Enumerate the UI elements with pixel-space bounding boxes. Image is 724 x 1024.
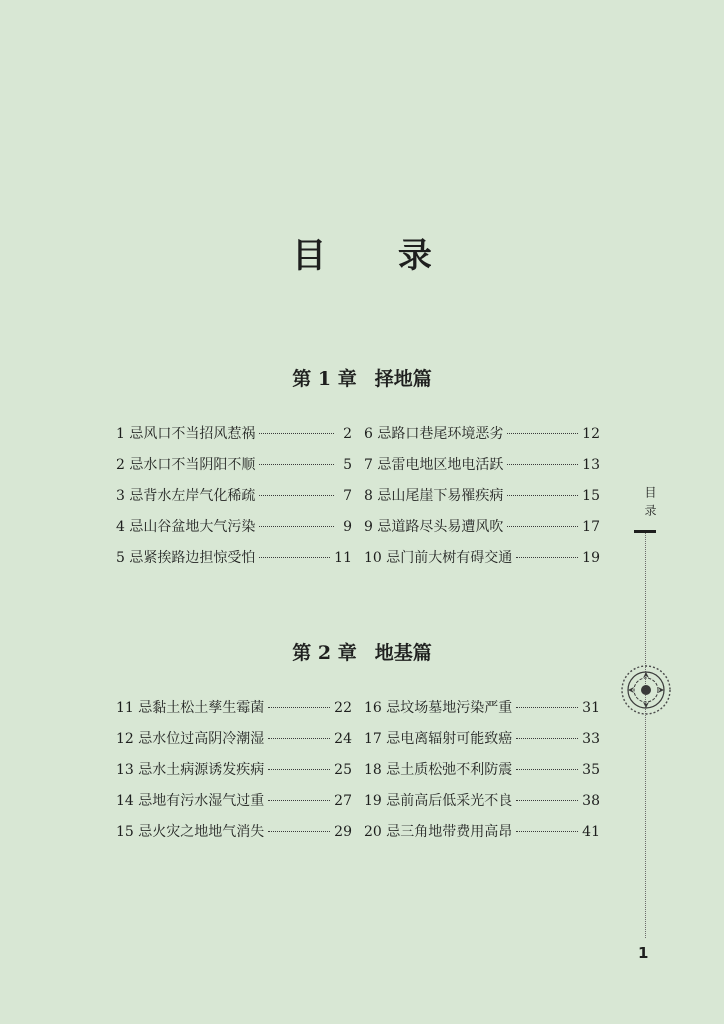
dot-leader: [516, 769, 578, 770]
dot-leader: [516, 707, 578, 708]
dot-leader: [516, 557, 578, 558]
toc-entry-text: 3 忌背水左岸气化稀疏: [116, 488, 256, 504]
toc-entry-text: 16 忌坟场墓地污染严重: [364, 700, 513, 716]
dot-leader: [259, 557, 330, 558]
toc-entry-text: 9 忌道路尽头易遭风吹: [364, 519, 504, 535]
toc-entry-text: 17 忌电离辐射可能致癌: [364, 731, 513, 747]
toc-page-number: 15: [582, 488, 600, 504]
toc-entry-text: 6 忌路口巷尾环境恶劣: [364, 426, 504, 442]
toc-page-number: 29: [334, 824, 352, 840]
chapter-1-number: 第 1 章: [292, 368, 357, 390]
toc-entry[interactable]: [364, 697, 600, 728]
toc-entry[interactable]: [116, 485, 352, 516]
toc-entry-text: 20 忌三角地带费用高昂: [364, 824, 513, 840]
toc-entry[interactable]: [116, 697, 352, 728]
toc-entry-text: 19 忌前高后低采光不良: [364, 793, 513, 809]
toc-entry[interactable]: [364, 821, 600, 852]
toc-entry[interactable]: [116, 728, 352, 759]
toc-page-number: 11: [334, 550, 352, 566]
chapter-1-heading: [0, 364, 724, 391]
chapter-1-title: 择地篇: [374, 368, 432, 390]
chapter-2-title: 地基篇: [374, 642, 432, 664]
toc-page-number: 9: [343, 519, 352, 535]
dot-leader: [507, 495, 578, 496]
page-title: 目 录: [292, 236, 462, 276]
toc-entry[interactable]: [364, 790, 600, 821]
dot-leader: [516, 738, 578, 739]
toc-entry-text: 15 忌火灾之地地气消失: [116, 824, 265, 840]
toc-entry-text: 11 忌黏土松土孳生霉菌: [116, 700, 265, 716]
toc-entry-text: 10 忌门前大树有碍交通: [364, 550, 513, 566]
toc-page-number: 5: [343, 457, 352, 473]
dot-leader: [516, 800, 578, 801]
toc-page-number: 33: [582, 731, 600, 747]
dot-leader: [268, 738, 330, 739]
dot-leader: [259, 526, 334, 527]
toc-entry[interactable]: [364, 454, 600, 485]
chapter-1-toc: [116, 423, 600, 578]
toc-page-number: 31: [582, 700, 600, 716]
toc-page-number: 12: [582, 426, 600, 442]
toc-entry[interactable]: [116, 790, 352, 821]
dot-leader: [259, 464, 334, 465]
toc-entry-text: 4 忌山谷盆地大气污染: [116, 519, 256, 535]
toc-page-number: 19: [582, 550, 600, 566]
toc-page-number: 38: [582, 793, 600, 809]
toc-entry-text: 5 忌紧挨路边担惊受怕: [116, 550, 256, 566]
chapter-2-heading: [0, 638, 724, 665]
toc-entry[interactable]: [364, 759, 600, 790]
toc-page-number: 27: [334, 793, 352, 809]
toc-page-number: 13: [582, 457, 600, 473]
toc-entry[interactable]: [364, 516, 600, 547]
toc-entry-text: 2 忌水口不当阴阳不顺: [116, 457, 256, 473]
toc-entry[interactable]: [364, 485, 600, 516]
toc-entry-text: 8 忌山尾崖下易罹疾病: [364, 488, 504, 504]
dot-leader: [268, 831, 330, 832]
side-dotted-rule: [645, 533, 646, 938]
page-number: 1: [638, 944, 649, 962]
toc-page-number: 25: [334, 762, 352, 778]
toc-entry[interactable]: [364, 423, 600, 454]
ornament-medallion-icon: [620, 664, 672, 716]
dot-leader: [268, 707, 330, 708]
toc-entry[interactable]: [116, 423, 352, 454]
dot-leader: [259, 495, 334, 496]
toc-entry[interactable]: [116, 516, 352, 547]
side-section-tab: 目录: [643, 486, 657, 522]
toc-page-number: 24: [334, 731, 352, 747]
toc-entry[interactable]: [116, 547, 352, 578]
dot-leader: [507, 526, 578, 527]
toc-entry[interactable]: [116, 454, 352, 485]
toc-entry-text: 14 忌地有污水湿气过重: [116, 793, 265, 809]
toc-entry[interactable]: [116, 821, 352, 852]
dot-leader: [268, 769, 330, 770]
dot-leader: [507, 464, 578, 465]
toc-page-number: 22: [334, 700, 352, 716]
dot-leader: [259, 433, 334, 434]
dot-leader: [268, 800, 330, 801]
chapter-2-toc: [116, 697, 600, 852]
toc-page-number: 17: [582, 519, 600, 535]
toc-entry-text: 1 忌风口不当招风惹祸: [116, 426, 256, 442]
toc-entry-text: 13 忌水土病源诱发疾病: [116, 762, 265, 778]
toc-page-number: 41: [582, 824, 600, 840]
toc-entry[interactable]: [364, 547, 600, 578]
dot-leader: [516, 831, 578, 832]
toc-page-number: 35: [582, 762, 600, 778]
toc-entry-text: 18 忌土质松弛不利防震: [364, 762, 513, 778]
dot-leader: [507, 433, 578, 434]
toc-entry-text: 7 忌雷电地区地电活跃: [364, 457, 504, 473]
chapter-2-number: 第 2 章: [292, 642, 357, 664]
toc-entry-text: 12 忌水位过高阴冷潮湿: [116, 731, 265, 747]
toc-page-number: 7: [343, 488, 352, 504]
toc-entry[interactable]: [116, 759, 352, 790]
toc-page-number: 2: [343, 426, 352, 442]
toc-entry[interactable]: [364, 728, 600, 759]
